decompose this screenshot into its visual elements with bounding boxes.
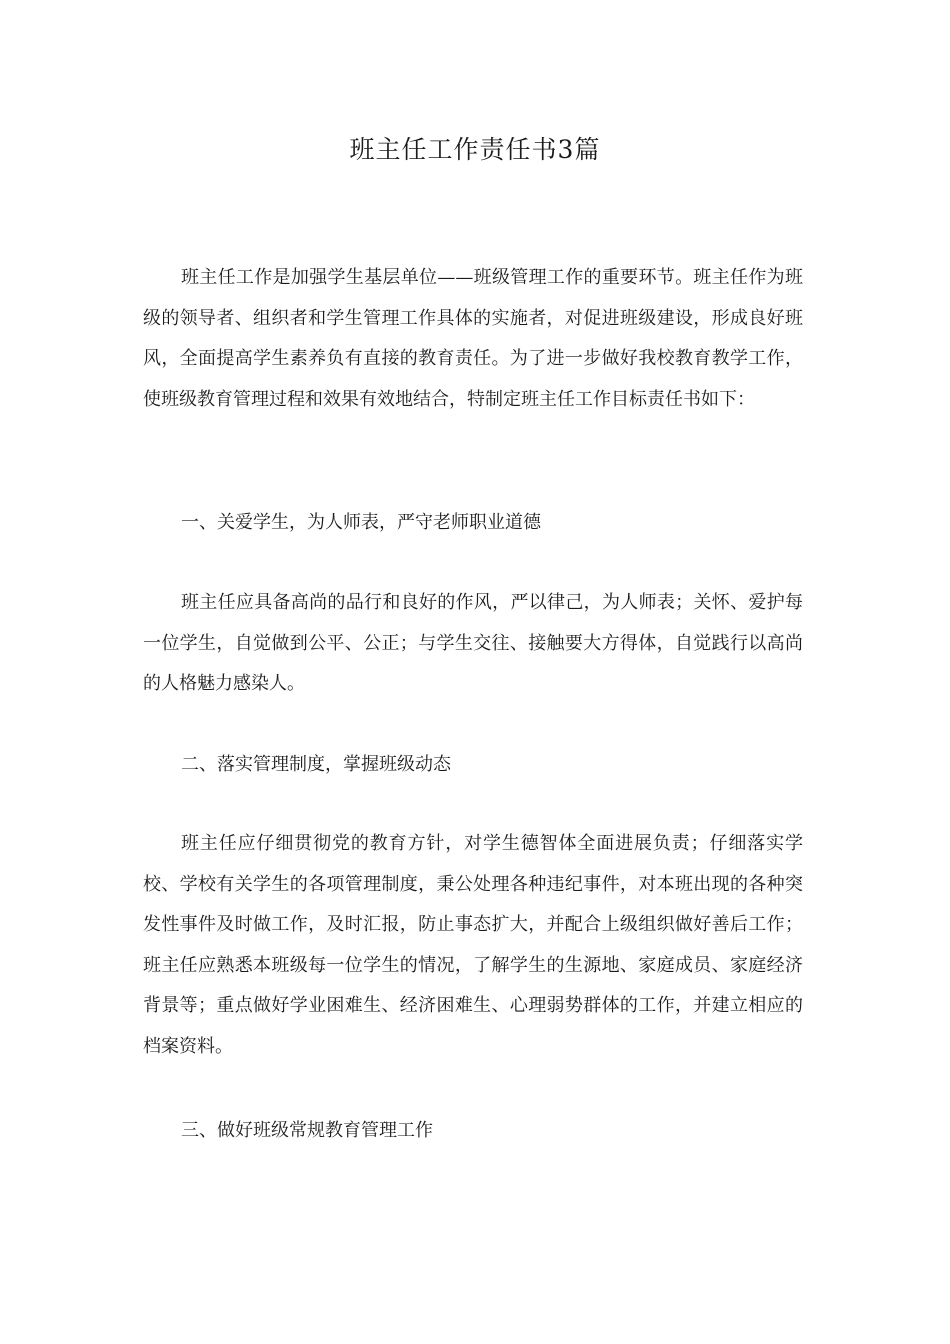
document-title: 班主任工作责任书3篇 [349, 135, 601, 164]
section-3-heading: 三、做好班级常规教育管理工作 [181, 1120, 433, 1141]
section-1-heading: 一、关爱学生，为人师表，严守老师职业道德 [181, 512, 541, 533]
intro-paragraph: 班主任工作是加强学生基层单位——班级管理工作的重要环节。班主任作为班级的领导者、组织者和学生管理工作具体的实施者，对促进班级建设，形成良好班风，全面提高学生素养负有直接的教育责任。为了进一步做好我校教育教学工作，使班级教育管理过程和效果有效地结合，特制定班主任工作目标责任书如下： [143, 267, 803, 410]
section-2-body: 班主任应仔细贯彻党的教育方针，对学生德智体全面进展负责；仔细落实学校、学校有关学生的各项管理制度，秉公处理各种违纪事件，对本班出现的各种突发性事件及时做工作，及时汇报，防止事态扩大，并配合上级组织做好善后工作；班主任应熟悉本班级每一位学生的情况，了解学生的生源地、家庭成员、家庭经济背景等；重点做好学业困难生、经济困难生、心理弱势群体的工作，并建立相应的档案资料。 [143, 833, 803, 1057]
section-1-body: 班主任应具备高尚的品行和良好的作风，严以律己，为人师表；关怀、爱护每一位学生，自觉做到公平、公正；与学生交往、接触要大方得体，自觉践行以高尚的人格魅力感染人。 [143, 592, 803, 694]
section-2-heading: 二、落实管理制度，掌握班级动态 [181, 754, 451, 775]
